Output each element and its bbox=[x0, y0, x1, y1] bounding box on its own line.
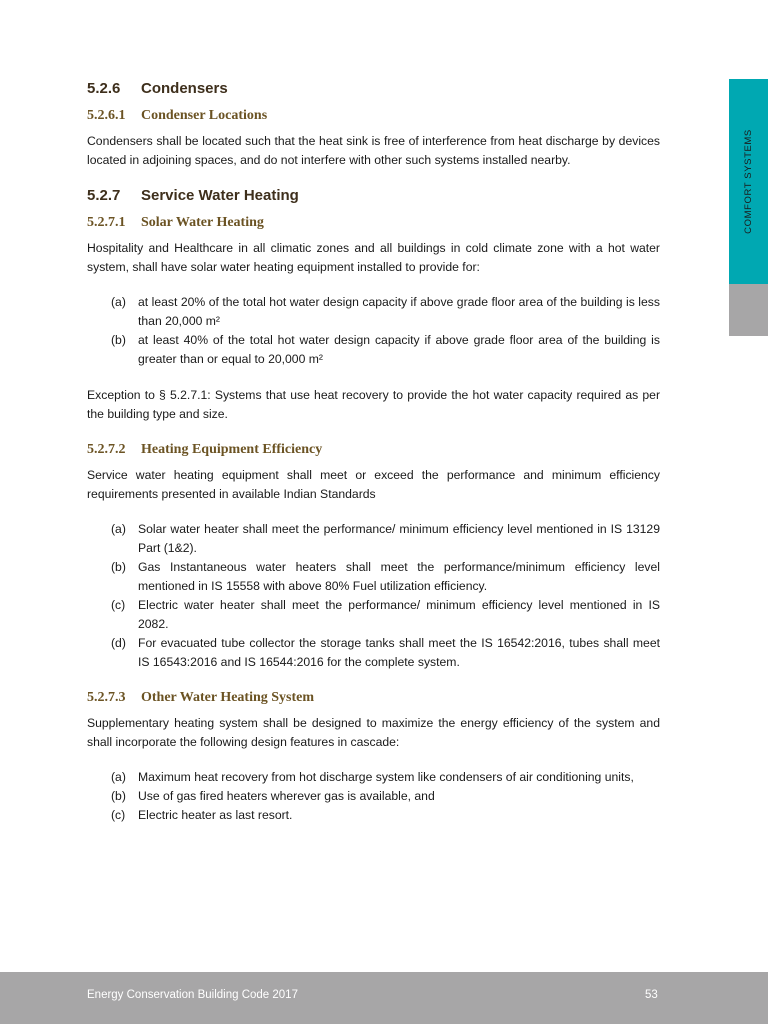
list-item: (a) Maximum heat recovery from hot discharge system like condensers of air conditioning units, bbox=[111, 770, 634, 784]
chapter-side-tab bbox=[729, 79, 768, 284]
chapter-side-tab-label: COMFORT SYSTEMS bbox=[743, 129, 754, 234]
list-item: (b) at least 40% of the total hot water design capacity if above grade floor area of the building is greater than or equal to 20,000 m² bbox=[111, 333, 660, 366]
footer-page-number: 53 bbox=[645, 989, 658, 1001]
list-item: (b) Use of gas fired heaters wherever gas is available, and bbox=[111, 789, 435, 803]
list-item: (d) For evacuated tube collector the storage tanks shall meet the IS 16542:2016, tubes shall meet IS 16543:2016 and IS 16544:2016 for the complete system. bbox=[111, 636, 660, 669]
page-content bbox=[87, 78, 660, 825]
paragraph-solar-water-heating: Hospitality and Healthcare in all climatic zones and all buildings in cold climate zone with a hot water system, shall have solar water heating equipment installed to provide for: bbox=[87, 241, 660, 274]
cascade-features-list bbox=[87, 768, 660, 825]
footer-document-title: Energy Conservation Building Code 2017 bbox=[87, 989, 298, 1001]
page-footer bbox=[0, 972, 768, 1024]
subsection-heading-5-2-6-1: 5.2.6.1 Condenser Locations bbox=[87, 108, 268, 123]
subsection-heading-5-2-7-1: 5.2.7.1 Solar Water Heating bbox=[87, 215, 264, 230]
list-item: (b) Gas Instantaneous water heaters shall meet the performance/minimum efficiency level mentioned in IS 15558 with above 80% Fuel utilization efficiency. bbox=[111, 560, 660, 593]
list-item: (a) Solar water heater shall meet the performance/ minimum efficiency level mentioned in IS 13129 Part (1&2). bbox=[111, 522, 660, 555]
subsection-heading-5-2-7-3: 5.2.7.3 Other Water Heating System bbox=[87, 690, 315, 705]
list-item: (c) Electric water heater shall meet the performance/ minimum efficiency level mentioned in IS 2082. bbox=[111, 598, 660, 631]
paragraph-exception: Exception to § 5.2.7.1: Systems that use heat recovery to provide the hot water capacity required as per the building type and size. bbox=[87, 388, 660, 421]
subsection-heading-5-2-7-2: 5.2.7.2 Heating Equipment Efficiency bbox=[87, 442, 323, 457]
efficiency-requirements-list bbox=[87, 520, 660, 672]
chapter-side-tab-gray-block bbox=[729, 284, 768, 336]
list-item: (a) at least 20% of the total hot water design capacity if above grade floor area of the building is less than 20,000 m² bbox=[111, 295, 660, 328]
paragraph-heating-efficiency: Service water heating equipment shall meet or exceed the performance and minimum efficiency requirements presented in available Indian Standards bbox=[87, 468, 660, 501]
list-item: (c) Electric heater as last resort. bbox=[111, 808, 293, 822]
paragraph-condenser-locations: Condensers shall be located such that the heat sink is free of interference from heat discharge by devices located in adjoining spaces, and do not interfere with other such systems installed nearby. bbox=[87, 134, 660, 167]
section-heading-5-2-7: 5.2.7 Service Water Heating bbox=[87, 187, 299, 204]
paragraph-other-water-heating: Supplementary heating system shall be designed to maximize the energy efficiency of the system and shall incorporate the following design features in cascade: bbox=[87, 716, 660, 749]
solar-requirements-list bbox=[87, 293, 660, 369]
section-heading-5-2-6: 5.2.6 Condensers bbox=[87, 80, 228, 97]
